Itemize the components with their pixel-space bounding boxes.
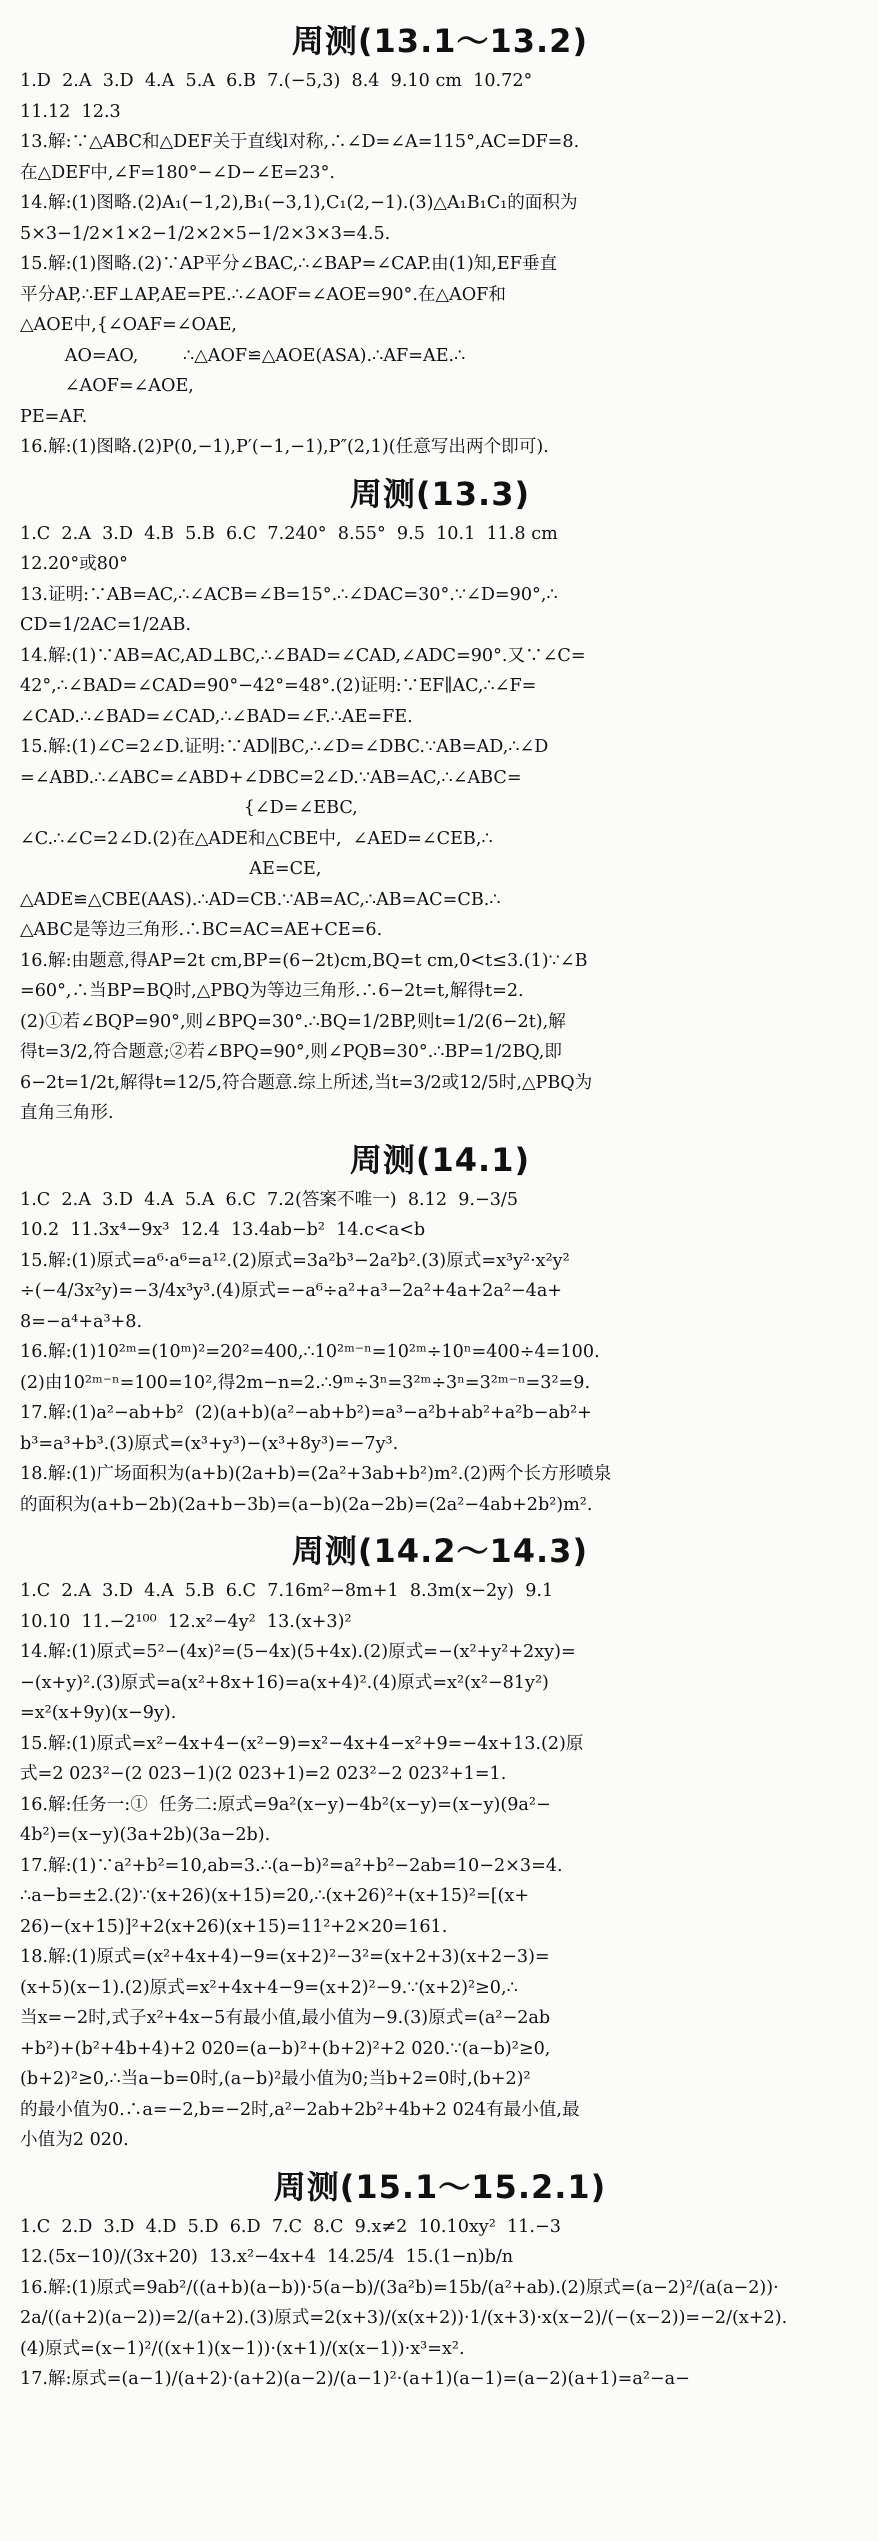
answer-line: +b²)+(b²+4b+4)+2 020=(a−b)²+(b+2)²+2 020.∵(a−b)²≥0, bbox=[20, 2038, 551, 2059]
answer-line: 5×3−1/2×1×2−1/2×2×5−1/2×3×3=4.5. bbox=[20, 223, 391, 244]
answer-line: △ABC是等边三角形.∴BC=AC=AE+CE=6. bbox=[20, 920, 383, 940]
section-title: 周测(14.1) bbox=[349, 1140, 531, 1179]
answer-line: AO=AO, ∴△AOF≌△AOE(ASA).∴AF=AE.∴ bbox=[20, 345, 466, 366]
answer-line: 在△DEF中,∠F=180°−∠D−∠E=23°. bbox=[20, 162, 335, 183]
answer-line: 得t=3/2,符合题意;②若∠BPQ=90°,则∠PQB=30°.∴BP=1/2BQ,即 bbox=[20, 1042, 562, 1062]
answer-line: 16.解:(1)10²ᵐ=(10ᵐ)²=20²=400,∴10²ᵐ⁻ⁿ=10²ᵐ÷10ⁿ=400÷4=100. bbox=[20, 1342, 600, 1362]
section-title: 周测(13.3) bbox=[349, 474, 531, 513]
answer-line: 15.解:(1)原式=a⁶·a⁶=a¹².(2)原式=3a²b³−2a²b².(3)原式=x³y²·x²y² bbox=[20, 1250, 570, 1271]
section-title: 周测(15.1～15.2.1) bbox=[273, 2167, 607, 2206]
answer-line: 当x=−2时,式子x²+4x−5有最小值,最小值为−9.(3)原式=(a²−2ab bbox=[20, 2008, 551, 2028]
answer-line: (x+5)(x−1).(2)原式=x²+4x+4−9=(x+2)²−9.∵(x+2)²≥0,∴ bbox=[20, 1977, 518, 1998]
answer-line: ∠CAD.∴∠BAD=∠CAD,∴∠BAD=∠F.∴AE=FE. bbox=[20, 706, 413, 727]
answer-line: b³=a³+b³.(3)原式=(x³+y³)−(x³+8y³)=−7y³. bbox=[20, 1433, 399, 1454]
answer-line: ÷(−4/3x²y)=−3/4x³y³.(4)原式=−a⁶÷a²+a³−2a²+4a+2a²−4a+ bbox=[20, 1281, 563, 1301]
answer-line: (4)原式=(x−1)²/((x+1)(x−1))·(x+1)/(x(x−1))·x³=x². bbox=[20, 2338, 465, 2359]
answer-line: 1.C 2.A 3.D 4.B 5.B 6.C 7.240° 8.55° 9.5 10.1 11.8 cm bbox=[20, 523, 558, 544]
answer-line: 1.C 2.A 3.D 4.A 5.A 6.C 7.2(答案不唯一) 8.12 9.−3/5 bbox=[20, 1189, 519, 1210]
answer-line: 18.解:(1)广场面积为(a+b)(2a+b)=(2a²+3ab+b²)m².(2)两个长方形喷泉 bbox=[20, 1464, 612, 1484]
answer-line: AE=CE, bbox=[20, 859, 322, 879]
answer-line: =60°,∴当BP=BQ时,△PBQ为等边三角形.∴6−2t=t,解得t=2. bbox=[20, 981, 524, 1001]
answer-line: 式=2 023²−(2 023−1)(2 023+1)=2 023²−2 023²+1=1. bbox=[20, 1764, 507, 1784]
answer-line: {∠D=∠EBC, bbox=[20, 798, 358, 818]
answer-line: =∠ABD.∴∠ABC=∠ABD+∠DBC=2∠D.∵AB=AC,∴∠ABC= bbox=[20, 767, 522, 788]
answer-line: 42°,∴∠BAD=∠CAD=90°−42°=48°.(2)证明:∵EF∥AC,∴∠F= bbox=[20, 676, 537, 696]
answer-line: 1.C 2.D 3.D 4.D 5.D 6.D 7.C 8.C 9.x≠2 10.10xy² 11.−3 bbox=[20, 2216, 561, 2237]
answer-line: 16.解:任务一:① 任务二:原式=9a²(x−y)−4b²(x−y)=(x−y)(9a²− bbox=[20, 1794, 551, 1815]
answer-line: ∴a−b=±2.(2)∵(x+26)(x+15)=20,∴(x+26)²+(x+15)²=[(x+ bbox=[20, 1886, 530, 1906]
answer-line: 8=−a⁴+a³+8. bbox=[20, 1311, 143, 1332]
answer-line: 12.(5x−10)/(3x+20) 13.x²−4x+4 14.25/4 15.(1−n)b/n bbox=[20, 2247, 514, 2267]
answer-line: 的最小值为0.∴a=−2,b=−2时,a²−2ab+2b²+4b+2 024有最小值,最 bbox=[20, 2099, 580, 2120]
answer-line: ∠AOF=∠AOE, bbox=[20, 376, 194, 396]
answer-line: 14.解:(1)原式=5²−(4x)²=(5−4x)(5+4x).(2)原式=−(x²+y²+2xy)= bbox=[20, 1642, 576, 1662]
answer-line: −(x+y)².(3)原式=a(x²+8x+16)=a(x+4)².(4)原式=x²(x²−81y²) bbox=[20, 1672, 549, 1693]
answer-line: 14.解:(1)∵AB=AC,AD⊥BC,∴∠BAD=∠CAD,∠ADC=90°.又∵∠C= bbox=[20, 645, 586, 666]
answer-line: 1.C 2.A 3.D 4.A 5.B 6.C 7.16m²−8m+1 8.3m(x−2y) 9.1 bbox=[20, 1581, 554, 1601]
answer-line: 12.20°或80° bbox=[20, 554, 128, 574]
answer-line: 13.证明:∵AB=AC,∴∠ACB=∠B=15°.∴∠DAC=30°.∵∠D=90°,∴ bbox=[20, 584, 558, 605]
answer-line: 17.解:(1)a²−ab+b² (2)(a+b)(a²−ab+b²)=a³−a²b+ab²+a²b−ab²+ bbox=[20, 1403, 592, 1423]
section-13-1 bbox=[20, 16, 860, 463]
answer-line: 1.D 2.A 3.D 4.A 5.A 6.B 7.(−5,3) 8.4 9.10 cm 10.72° bbox=[20, 71, 533, 91]
answer-line: 6−2t=1/2t,解得t=12/5,符合题意.综上所述,当t=3/2或12/5时,△PBQ为 bbox=[20, 1072, 593, 1093]
answer-line: CD=1/2AC=1/2AB. bbox=[20, 615, 192, 635]
answer-line: 平分AP,∴EF⊥AP,AE=PE.∴∠AOF=∠AOE=90°.在△AOF和 bbox=[20, 284, 506, 305]
section-14-1 bbox=[20, 1135, 860, 1521]
answer-line: 18.解:(1)原式=(x²+4x+4)−9=(x+2)²−3²=(x+2+3)(x+2−3)= bbox=[20, 1947, 550, 1967]
answer-line: ∠C.∴∠C=2∠D.(2)在△ADE和△CBE中, ∠AED=∠CEB,∴ bbox=[20, 828, 493, 849]
answer-line: 17.解:原式=(a−1)/(a+2)·(a+2)(a−2)/(a−1)²·(a+1)(a−1)=(a−2)(a+1)=a²−a− bbox=[20, 2369, 690, 2389]
answer-line: 4b²)=(x−y)(3a+2b)(3a−2b). bbox=[20, 1825, 271, 1845]
answer-line: (2)由10²ᵐ⁻ⁿ=100=10²,得2m−n=2.∴9ᵐ÷3ⁿ=3²ᵐ÷3ⁿ=3²ᵐ⁻ⁿ=3²=9. bbox=[20, 1372, 591, 1393]
answer-line: 直角三角形. bbox=[20, 1103, 114, 1123]
answer-line: PE=AF. bbox=[20, 406, 88, 427]
answer-line: 15.解:(1)原式=x²−4x+4−(x²−9)=x²−4x+4−x²+9=−4x+13.(2)原 bbox=[20, 1733, 584, 1754]
answer-line: 14.解:(1)图略.(2)A₁(−1,2),B₁(−3,1),C₁(2,−1).(3)△A₁B₁C₁的面积为 bbox=[20, 193, 578, 213]
answer-line: △AOE中,{∠OAF=∠OAE, bbox=[20, 315, 238, 335]
section-title: 周测(13.1～13.2) bbox=[291, 22, 589, 60]
answer-line: 11.12 12.3 bbox=[20, 101, 121, 122]
section-15-1-15-2-1 bbox=[20, 2162, 860, 2395]
answer-line: 13.解:∵△ABC和△DEF关于直线l对称,∴∠D=∠A=115°,AC=DF=8. bbox=[20, 132, 580, 152]
answer-line: (b+2)²≥0,∴当a−b=0时,(a−b)²最小值为0;当b+2=0时,(b+2)² bbox=[20, 2069, 531, 2089]
answer-line: 的面积为(a+b−2b)(2a+b−3b)=(a−b)(2a−2b)=(2a²−4ab+2b²)m². bbox=[20, 1494, 593, 1515]
answer-line: △ADE≌△CBE(AAS).∴AD=CB.∵AB=AC,∴AB=AC=CB.∴ bbox=[20, 889, 501, 910]
answer-line: 26)−(x+15)]²+2(x+26)(x+15)=11²+2×20=161. bbox=[20, 1916, 448, 1937]
section-title: 周测(14.2～14.3) bbox=[291, 1532, 589, 1570]
answer-line: 16.解:(1)原式=9ab²/((a+b)(a−b))·5(a−b)/(3a²b)=15b/(a²+ab).(2)原式=(a−2)²/(a(a−2))· bbox=[20, 2277, 779, 2298]
section-14-2-14-3 bbox=[20, 1526, 860, 2156]
answer-line: 10.10 11.−2¹⁰⁰ 12.x²−4y² 13.(x+3)² bbox=[20, 1611, 352, 1632]
answer-line: 15.解:(1)图略.(2)∵AP平分∠BAC,∴∠BAP=∠CAP.由(1)知,EF垂直 bbox=[20, 254, 558, 274]
answer-line: 16.解:由题意,得AP=2t cm,BP=(6−2t)cm,BQ=t cm,0<t≤3.(1)∵∠B bbox=[20, 950, 588, 971]
answer-line: 小值为2 020. bbox=[20, 2130, 129, 2150]
answer-line: 17.解:(1)∵a²+b²=10,ab=3.∴(a−b)²=a²+b²−2ab=10−2×3=4. bbox=[20, 1855, 563, 1876]
section-13-3 bbox=[20, 469, 860, 1129]
answer-line: 2a/((a+2)(a−2))=2/(a+2).(3)原式=2(x+3)/(x(x+2))·1/(x+3)·x(x−2)/(−(x−2))=−2/(x+2). bbox=[20, 2308, 788, 2328]
answer-line: =x²(x+9y)(x−9y). bbox=[20, 1703, 177, 1723]
answer-line: (2)①若∠BQP=90°,则∠BPQ=30°.∴BQ=1/2BP,则t=1/2(6−2t),解 bbox=[20, 1011, 566, 1032]
answer-line: 10.2 11.3x⁴−9x³ 12.4 13.4ab−b² 14.c<a<b bbox=[20, 1220, 426, 1240]
answer-line: 16.解:(1)图略.(2)P(0,−1),P′(−1,−1),P″(2,1)(任意写出两个即可). bbox=[20, 437, 549, 457]
answer-line: 15.解:(1)∠C=2∠D.证明:∵AD∥BC,∴∠D=∠DBC.∵AB=AD,∴∠D bbox=[20, 737, 549, 757]
